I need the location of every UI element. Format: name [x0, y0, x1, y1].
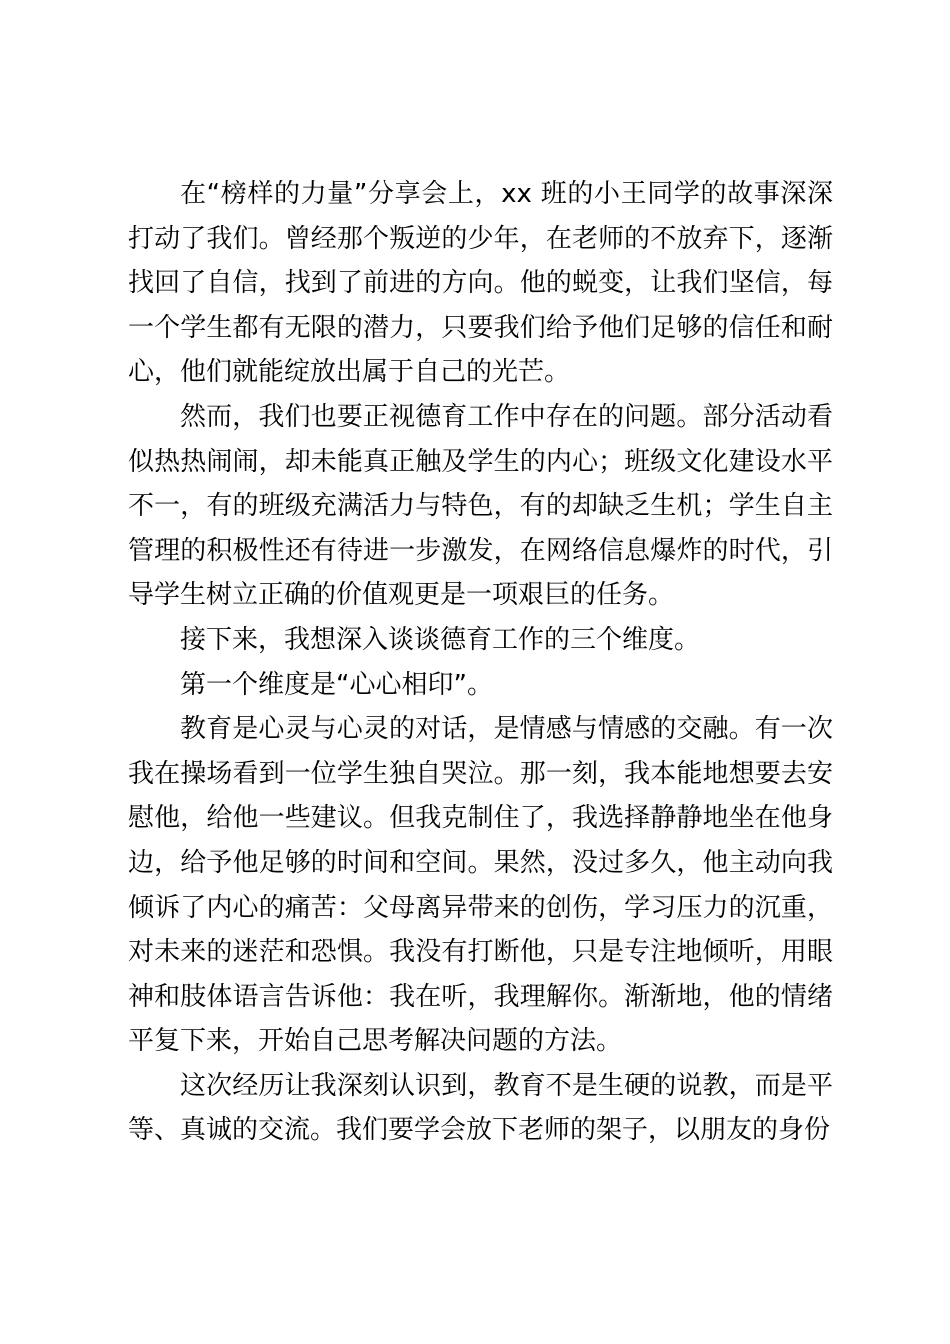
- paragraph-first-dimension-heading: 第一个维度是“心心相印”。: [180, 669, 493, 700]
- document-body: [128, 172, 833, 1153]
- paragraph-problems: 然而，我们也要正视德育工作中存在的问题。部分活动看似热热闹闹，却未能真正触及学生的内心；班级文化建设水平不一，有的班级充满活力与特色，有的却缺乏生机；学生自主管理的积极性还有待进一步激发，在网络信息爆炸的时代，引导学生树立正确的价值观更是一项艰巨的任务。: [128, 401, 833, 611]
- paragraph-transition: 接下来，我想深入谈谈德育工作的三个维度。: [180, 624, 701, 655]
- paragraph-crying-student-story: 教育是心灵与心灵的对话，是情感与情感的交融。有一次我在操场看到一位学生独自哭泣。那一刻，我本能地想要去安慰他，给他一些建议。但我克制住了，我选择静静地坐在他身边，给予他足够的时间和空间。果然，没过多久，他主动向我倾诉了内心的痛苦：父母离异带来的创伤，学习压力的沉重，对未来的迷茫和恐惧。我没有打断他，只是专注地倾听，用眼神和肢体语言告诉他：我在听，我理解你。渐渐地，他的情绪平复下来，开始自己思考解决问题的方法。: [128, 714, 833, 1057]
- paragraph-role-model-story: 在“榜样的力量”分享会上，xx 班的小王同学的故事深深打动了我们。曾经那个叛逆的少年，在老师的不放弃下，逐渐找回了自信，找到了前进的方向。他的蜕变，让我们坚信，每一个学生都有无限的潜力，只要我们给予他们足够的信任和耐心，他们就能绽放出属于自己的光芒。: [128, 179, 833, 388]
- paragraph-reflection: 这次经历让我深刻认识到，教育不是生硬的说教，而是平等、真诚的交流。我们要学会放下老师的架子，以朋友的身份: [128, 1070, 833, 1146]
